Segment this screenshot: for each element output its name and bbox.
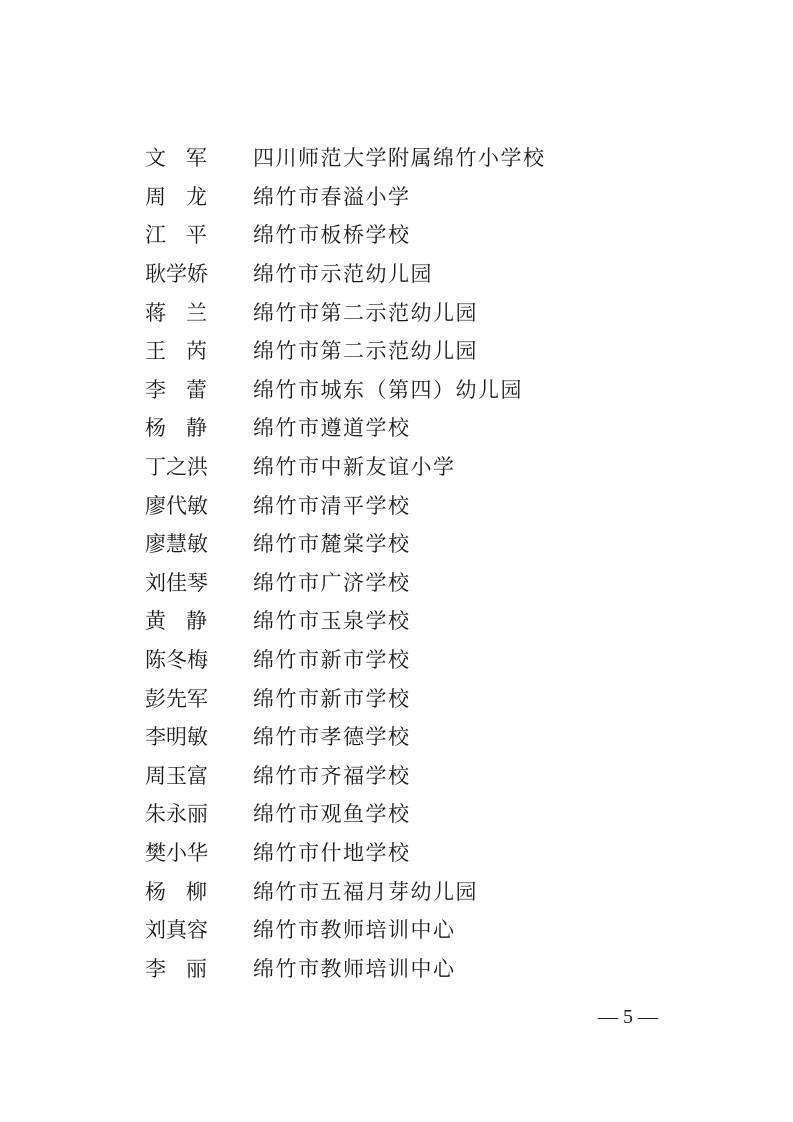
school-name: 绵竹市城东（第四）幼儿园	[253, 377, 523, 402]
person-name	[145, 567, 253, 597]
name-char: 樊	[145, 840, 166, 865]
school-name: 绵竹市第二示范幼儿园	[253, 300, 478, 325]
list-item	[145, 331, 705, 370]
name-char: 文	[145, 146, 166, 171]
name-char: 李	[145, 377, 166, 402]
name-char: 蒋	[145, 300, 166, 325]
person-name	[145, 914, 253, 944]
name-char: 柳	[186, 879, 207, 904]
name-char: 真	[166, 918, 187, 943]
name-char: 杨	[145, 879, 166, 904]
school-name: 绵竹市齐福学校	[253, 763, 411, 788]
list-item	[145, 408, 705, 447]
name-char: 平	[186, 223, 207, 248]
name-char: 陈	[145, 648, 166, 673]
school-name: 绵竹市第二示范幼儿园	[253, 339, 478, 364]
name-char: 娇	[187, 262, 208, 287]
school-name: 绵竹市教师培训中心	[253, 918, 456, 943]
person-name	[145, 142, 207, 172]
school-name: 绵竹市玉泉学校	[253, 609, 411, 634]
name-char: 耿	[145, 262, 166, 287]
school-name: 绵竹市孝德学校	[253, 725, 411, 750]
person-name	[145, 760, 253, 790]
name-list	[145, 138, 705, 987]
school-name: 绵竹市春溢小学	[253, 184, 411, 209]
list-item	[145, 717, 705, 756]
name-char: 永	[166, 802, 187, 827]
name-char: 杨	[145, 416, 166, 441]
name-char: 王	[145, 339, 166, 364]
person-name	[145, 798, 253, 828]
list-item	[145, 177, 705, 216]
name-char: 龙	[186, 184, 207, 209]
person-name	[145, 605, 207, 635]
list-item	[145, 794, 705, 833]
school-name: 绵竹市麓棠学校	[253, 532, 411, 557]
list-item	[145, 563, 705, 602]
school-name: 绵竹市新市学校	[253, 648, 411, 673]
person-name	[145, 953, 207, 983]
name-char: 敏	[187, 493, 208, 518]
list-item	[145, 138, 705, 177]
list-item	[145, 601, 705, 640]
name-char: 廖	[145, 493, 166, 518]
school-name: 绵竹市板桥学校	[253, 223, 411, 248]
name-char: 敏	[187, 725, 208, 750]
person-name	[145, 876, 207, 906]
list-item	[145, 370, 705, 409]
name-char: 静	[186, 609, 207, 634]
school-name: 绵竹市五福月芽幼儿园	[253, 879, 478, 904]
name-char: 容	[187, 918, 208, 943]
school-name: 绵竹市示范幼儿园	[253, 262, 433, 287]
person-name	[145, 297, 207, 327]
name-char: 军	[186, 146, 207, 171]
name-char: 先	[166, 686, 187, 711]
name-char: 周	[145, 763, 166, 788]
name-char: 军	[187, 686, 208, 711]
school-name: 绵竹市广济学校	[253, 570, 411, 595]
name-char: 代	[166, 493, 187, 518]
name-char: 洪	[187, 455, 208, 480]
page-number: — 5 —	[598, 1006, 658, 1028]
school-name: 绵竹市观鱼学校	[253, 802, 411, 827]
school-name: 四川师范大学附属绵竹小学校	[253, 146, 546, 171]
name-char: 玉	[166, 763, 187, 788]
name-char: 黄	[145, 609, 166, 634]
list-item	[145, 756, 705, 795]
school-name: 绵竹市新市学校	[253, 686, 411, 711]
person-name	[145, 451, 253, 481]
person-name	[145, 644, 253, 674]
name-char: 丽	[186, 956, 207, 981]
name-char: 芮	[186, 339, 207, 364]
list-item	[145, 485, 705, 524]
name-char: 兰	[186, 300, 207, 325]
list-item	[145, 254, 705, 293]
person-name	[145, 374, 207, 404]
person-name	[145, 219, 207, 249]
name-char: 江	[145, 223, 166, 248]
list-item	[145, 871, 705, 910]
name-char: 丁	[145, 455, 166, 480]
name-char: 之	[166, 455, 187, 480]
list-item	[145, 447, 705, 486]
person-name	[145, 258, 253, 288]
name-char: 彭	[145, 686, 166, 711]
name-char: 廖	[145, 532, 166, 557]
name-char: 富	[187, 763, 208, 788]
list-item	[145, 524, 705, 563]
person-name	[145, 528, 253, 558]
name-char: 学	[166, 262, 187, 287]
name-char: 小	[166, 840, 187, 865]
name-char: 朱	[145, 802, 166, 827]
name-char: 冬	[166, 648, 187, 673]
school-name: 绵竹市清平学校	[253, 493, 411, 518]
list-item	[145, 292, 705, 331]
school-name: 绵竹市遵道学校	[253, 416, 411, 441]
person-name	[145, 335, 207, 365]
name-char: 华	[187, 840, 208, 865]
list-item	[145, 948, 705, 987]
person-name	[145, 721, 253, 751]
list-item	[145, 833, 705, 872]
name-char: 周	[145, 184, 166, 209]
name-char: 琴	[187, 570, 208, 595]
name-char: 刘	[145, 570, 166, 595]
name-char: 李	[145, 956, 166, 981]
person-name	[145, 490, 253, 520]
name-char: 梅	[187, 648, 208, 673]
school-name: 绵竹市中新友谊小学	[253, 455, 456, 480]
list-item	[145, 678, 705, 717]
list-item	[145, 640, 705, 679]
name-char: 佳	[166, 570, 187, 595]
person-name	[145, 412, 207, 442]
name-char: 慧	[166, 532, 187, 557]
list-item	[145, 910, 705, 949]
name-char: 敏	[187, 532, 208, 557]
person-name	[145, 181, 207, 211]
name-char: 李	[145, 725, 166, 750]
school-name: 绵竹市教师培训中心	[253, 956, 456, 981]
name-char: 丽	[187, 802, 208, 827]
name-char: 蕾	[186, 377, 207, 402]
name-char: 明	[166, 725, 187, 750]
list-item	[145, 215, 705, 254]
person-name	[145, 837, 253, 867]
person-name	[145, 683, 253, 713]
school-name: 绵竹市什地学校	[253, 840, 411, 865]
name-char: 刘	[145, 918, 166, 943]
name-char: 静	[186, 416, 207, 441]
